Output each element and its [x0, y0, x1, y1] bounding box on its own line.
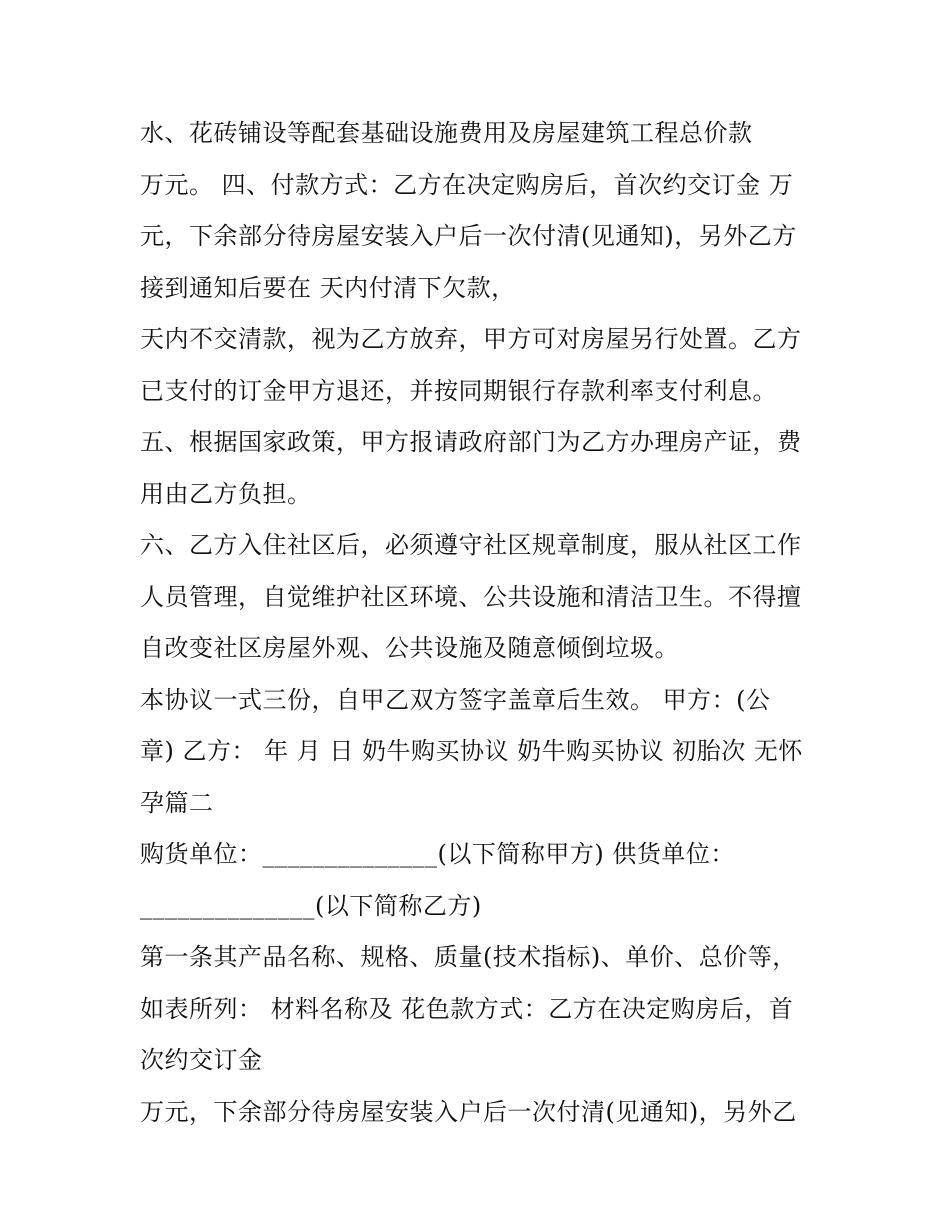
text-line: 五、根据国家政策，甲方报请政府部门为乙方办理房产证，费: [140, 428, 802, 456]
text-line: 购货单位：______________(以下简称甲方) 供货单位：: [140, 840, 735, 868]
text-line: 接到通知后要在 天内付清下欠款，: [140, 273, 516, 302]
text-line: 本协议一式三份，自甲乙双方签字盖章后生效。 甲方：(公: [140, 685, 771, 714]
text-line: 天内不交清款，视为乙方放弃，甲方可对房屋另行处置。乙方: [140, 325, 802, 353]
text-line: 孕篇二: [140, 788, 214, 817]
text-line: 次约交订金: [140, 1046, 263, 1074]
text-line: 如表所列： 材料名称及 花色款方式：乙方在决定购房后，首: [140, 994, 794, 1023]
document-body: [140, 108, 820, 1138]
text-line: 万元。 四、付款方式：乙方在决定购房后，首次约交订金 万: [140, 170, 794, 199]
text-line: ______________(以下简称乙方): [140, 891, 482, 920]
text-line: 水、花砖铺设等配套基础设施费用及房屋建筑工程总价款: [140, 119, 753, 147]
text-line: 六、乙方入住社区后，必须遵守社区规章制度，服从社区工作: [140, 531, 802, 559]
text-line: 用由乙方负担。: [140, 479, 312, 508]
text-line: 万元，下余部分待房屋安装入户后一次付清(见通知)，另外乙: [140, 1097, 797, 1126]
text-line: 元，下余部分待房屋安装入户后一次付清(见通知)，另外乙方: [140, 222, 797, 250]
text-line: 人员管理，自觉维护社区环境、公共设施和清洁卫生。不得擅: [140, 582, 802, 611]
text-line: 第一条其产品名称、规格、质量(技术指标)、单价、总价等，: [140, 943, 797, 971]
text-line: 自改变社区房屋外观、公共设施及随意倾倒垃圾。: [140, 634, 679, 662]
text-line: 已支付的订金甲方退还，并按同期银行存款利率支付利息。: [140, 376, 777, 405]
text-line: 章) 乙方： 年 月 日 奶牛购买协议 奶牛购买协议 初胎次 无怀: [140, 737, 803, 765]
